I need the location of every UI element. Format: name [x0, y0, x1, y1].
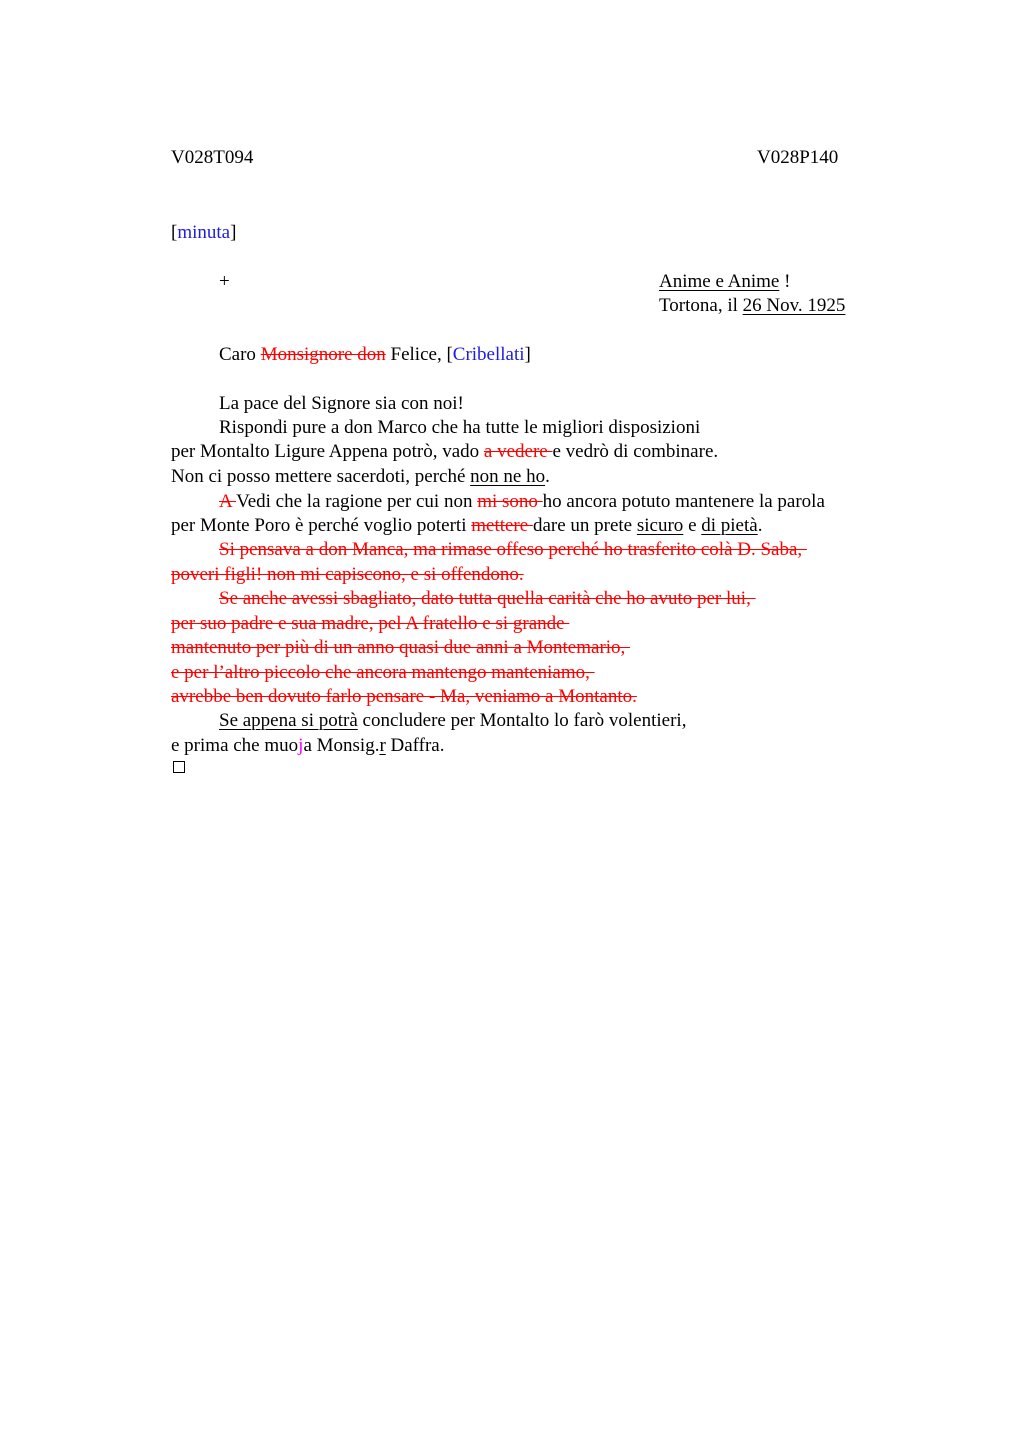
greeting-line: La pace del Signore sia con noi!: [219, 393, 464, 414]
deleted-line: per suo padre e sua madre, pel A fratello e si grande: [171, 613, 570, 634]
body-line: [171, 440, 718, 464]
underlined-text: non ne ho: [470, 466, 546, 487]
motto: [659, 270, 790, 294]
deleted-line: e per l’altro piccolo che ancora mantengo manteniamo,: [171, 662, 595, 683]
salutation-name: Felice, [: [385, 344, 453, 365]
deleted-line: poveri figli! non mi capiscono, e si offendono.: [171, 564, 524, 585]
deleted-line: Se anche avessi sbagliato, dato tutta quella carità che ho avuto per lui,: [219, 588, 756, 609]
draft-tag-close: ]: [230, 222, 237, 243]
deleted-text: mettere: [471, 515, 533, 536]
deleted-text: A: [219, 491, 237, 512]
body-line: [171, 734, 445, 758]
text-run: Non ci posso mettere sacerdoti, perché: [171, 466, 471, 487]
text-run: .: [545, 466, 550, 487]
motto-text: Anime e Anime: [659, 271, 780, 292]
end-marker-box: [173, 761, 185, 773]
text-run: Daffra.: [385, 735, 445, 756]
document-code-right: V028P140: [757, 147, 839, 168]
body-line: [171, 514, 762, 538]
document-code-left: V028T094: [171, 147, 254, 168]
place-prefix: Tortona, il: [659, 295, 743, 316]
underlined-text: sicuro: [636, 515, 684, 536]
salutation-close: ]: [524, 344, 531, 365]
motto-punct: !: [779, 271, 791, 292]
underlined-text: di pietà: [701, 515, 758, 536]
text-run: per Monte Poro è perché voglio poterti: [171, 515, 472, 536]
draft-tag: [171, 221, 236, 245]
deleted-line: avrebbe ben dovuto farlo pensare - Ma, veniamo a Montanto.: [171, 686, 637, 707]
text-run: concludere per Montalto lo farò volentieri,: [357, 710, 687, 731]
body-line: [219, 709, 686, 733]
underlined-text: r: [379, 735, 386, 756]
text-run: a Monsig.: [303, 735, 380, 756]
salutation-deleted: Monsignore don: [260, 344, 386, 365]
deleted-line: Si pensava a don Manca, ma rimase offeso perché ho trasferito colà D. Saba,: [219, 539, 807, 560]
body-line: [219, 490, 825, 514]
draft-tag-label: minuta: [177, 222, 231, 243]
salutation-surname: Cribellati: [452, 344, 525, 365]
underlined-text: Se appena si potrà: [219, 710, 358, 731]
deleted-text: a vedere: [483, 441, 553, 462]
draft-tag-open: [: [171, 222, 178, 243]
text-run: dare un prete: [532, 515, 637, 536]
letter-date: 26 Nov. 1925: [742, 295, 846, 316]
text-run: e vedrò di combinare.: [552, 441, 719, 462]
salutation-caro: Caro: [219, 344, 261, 365]
text-run: .: [757, 515, 763, 536]
text-run: ho ancora potuto mantenere la parola: [542, 491, 825, 512]
deleted-text: mi sono: [477, 491, 543, 512]
body-line: [171, 465, 550, 489]
text-run: per Montalto Ligure Appena potrò, vado: [171, 441, 484, 462]
place-date: [659, 294, 845, 318]
body-line: Rispondi pure a don Marco che ha tutte le migliori disposizioni: [219, 417, 701, 438]
text-run: Vedi che la ragione per cui non: [236, 491, 478, 512]
deleted-line: mantenuto per più di un anno quasi due anni a Montemario,: [171, 637, 631, 658]
text-run: e: [683, 515, 702, 536]
cross-mark: +: [219, 271, 230, 292]
inserted-letter: j: [298, 735, 304, 756]
text-run: e prima che muo: [171, 735, 299, 756]
salutation: [219, 343, 531, 367]
